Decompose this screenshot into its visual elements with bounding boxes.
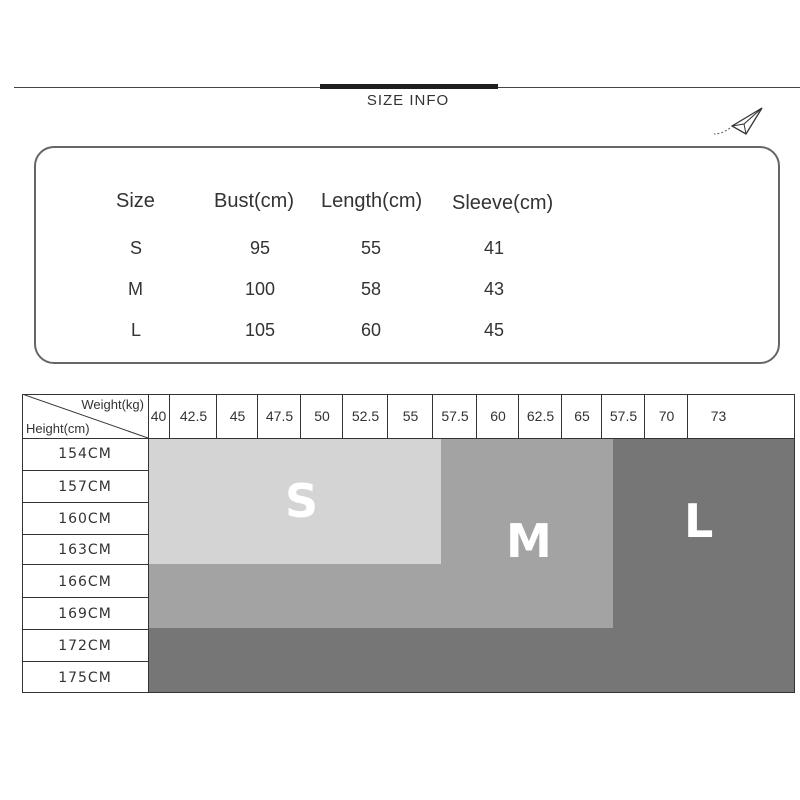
weight-column-header: 70: [644, 394, 688, 438]
header-bottom-line: [22, 438, 795, 439]
weight-column-header: 62.5: [518, 394, 562, 438]
weight-column-header: 52.5: [342, 394, 388, 438]
height-row-label: 166CM: [22, 564, 148, 598]
height-row-label: 169CM: [22, 597, 148, 630]
weight-height-fit-chart: [22, 394, 795, 693]
zone-m-label: M: [506, 514, 552, 568]
sleeve-cell: 43: [484, 279, 505, 299]
length-cell: 55: [361, 238, 382, 258]
height-row-label: 172CM: [22, 629, 148, 662]
weight-axis-label: Weight(kg): [81, 397, 144, 412]
weight-column-header: 60: [476, 394, 519, 438]
weight-column-header: 47.5: [257, 394, 301, 438]
sleeve-cell: 41: [484, 238, 505, 258]
height-row-label: 175CM: [22, 661, 148, 694]
header-accent-bar: [320, 84, 498, 89]
height-row-label: 160CM: [22, 502, 148, 535]
bust-cell: 100: [245, 279, 276, 299]
size-header: Size: [116, 190, 155, 212]
size-measurement-card: [34, 146, 780, 364]
label-column-divider: [148, 394, 149, 693]
weight-column-header: 40: [150, 408, 167, 424]
height-row-label: 157CM: [22, 470, 148, 503]
page-title: SIZE INFO: [366, 92, 450, 109]
paper-plane-icon: [710, 104, 764, 144]
weight-column-header: 42.5: [169, 394, 217, 438]
size-cell: S: [130, 238, 143, 258]
zone-s-label: S: [285, 474, 319, 528]
zone-l-label: L: [684, 494, 714, 548]
length-cell: 58: [361, 279, 382, 299]
weight-column-header: 73: [687, 394, 749, 438]
weight-column-header: 55: [387, 394, 433, 438]
weight-column-header: 57.5: [432, 394, 477, 438]
weight-column-header: 50: [300, 394, 343, 438]
bust-header: Bust(cm): [214, 190, 294, 212]
weight-column-header: 57.5: [601, 394, 645, 438]
length-header: Length(cm): [321, 190, 423, 212]
size-cell: L: [131, 320, 142, 340]
bust-cell: 105: [245, 320, 276, 340]
size-cell: M: [128, 279, 143, 299]
height-row-label: 154CM: [58, 446, 112, 462]
bust-cell: 95: [250, 238, 271, 258]
weight-column-header: 45: [216, 394, 258, 438]
height-row-label: 163CM: [22, 534, 148, 565]
sleeve-header: Sleeve(cm): [452, 192, 554, 214]
weight-column-header: 65: [561, 394, 602, 438]
sleeve-cell: 45: [484, 320, 505, 340]
height-axis-label: Height(cm): [26, 421, 90, 436]
length-cell: 60: [361, 320, 382, 340]
